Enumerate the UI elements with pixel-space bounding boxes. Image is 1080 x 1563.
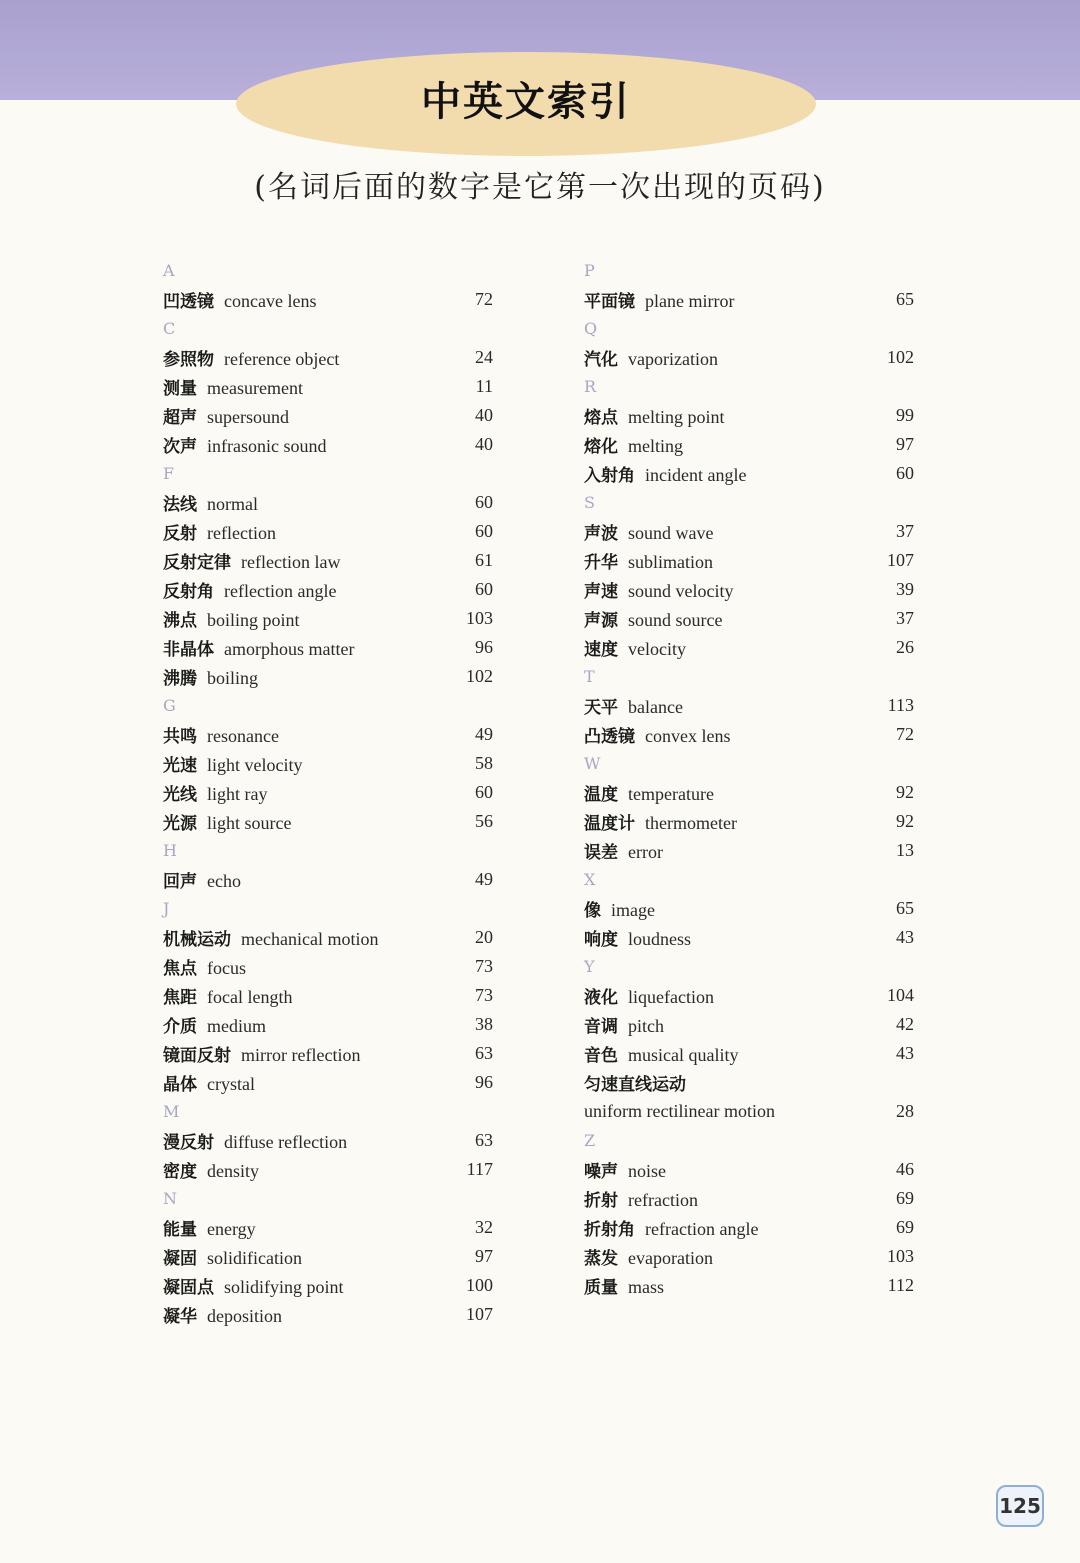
entry-page: 11	[475, 376, 493, 396]
entry-term	[584, 345, 718, 370]
entry-english: density	[207, 1161, 259, 1181]
index-entry	[584, 1039, 914, 1068]
entry-chinese: 入射角	[584, 466, 635, 486]
section-letter: G	[163, 696, 176, 715]
index-entry	[584, 1097, 914, 1126]
entry-term	[584, 287, 734, 312]
entry-english: light source	[207, 813, 292, 833]
entry-page: 65	[896, 898, 914, 918]
entry-page: 112	[887, 1275, 914, 1295]
entry-page: 104	[887, 985, 914, 1005]
entry-chinese: 机械运动	[163, 930, 231, 950]
index-entry	[163, 1271, 493, 1300]
entry-english: pitch	[628, 1016, 664, 1036]
entry-chinese: 反射定律	[163, 553, 231, 573]
section-letter: C	[163, 319, 176, 338]
entry-page: 72	[475, 289, 493, 309]
entry-term	[584, 1215, 758, 1240]
entry-english: refraction	[628, 1190, 698, 1210]
entry-chinese: 速度	[584, 640, 618, 660]
index-entry	[584, 1010, 914, 1039]
entry-page: 37	[896, 521, 914, 541]
entry-term	[163, 925, 378, 950]
entry-english: boiling point	[207, 610, 300, 630]
entry-page: 58	[475, 753, 493, 773]
entry-english: temperature	[628, 784, 714, 804]
entry-english: balance	[628, 697, 683, 717]
entry-chinese: 密度	[163, 1162, 197, 1182]
entry-chinese: 介质	[163, 1017, 197, 1037]
index-entry	[163, 1213, 493, 1242]
entry-chinese: 法线	[163, 495, 197, 515]
entry-english: light ray	[207, 784, 268, 804]
section-letter: N	[163, 1189, 177, 1208]
entry-term	[163, 751, 302, 776]
entry-chinese: 沸腾	[163, 669, 197, 689]
entry-english: amorphous matter	[224, 639, 355, 659]
entry-chinese: 折射	[584, 1191, 618, 1211]
entry-term	[163, 1157, 259, 1182]
section-letter: H	[163, 841, 177, 860]
index-entry	[584, 981, 914, 1010]
entry-chinese: 凝华	[163, 1307, 197, 1327]
entry-chinese: 超声	[163, 408, 197, 428]
entry-chinese: 液化	[584, 988, 618, 1008]
index-entry	[163, 1155, 493, 1184]
entry-term	[584, 983, 714, 1008]
entry-english: reflection law	[241, 552, 341, 572]
entry-page: 100	[466, 1275, 493, 1295]
index-entry	[584, 923, 914, 952]
entry-term	[584, 606, 722, 631]
entry-page: 97	[896, 434, 914, 454]
index-entry	[584, 720, 914, 749]
entry-english: vaporization	[628, 349, 718, 369]
entry-chinese: 非晶体	[163, 640, 214, 660]
entry-chinese: 声波	[584, 524, 618, 544]
entry-english: measurement	[207, 378, 303, 398]
entry-term	[584, 432, 683, 457]
entry-chinese: 温度计	[584, 814, 635, 834]
entry-chinese: 漫反射	[163, 1133, 214, 1153]
entry-page: 37	[896, 608, 914, 628]
index-entry	[163, 1242, 493, 1271]
entry-english: diffuse reflection	[224, 1132, 348, 1152]
entry-page: 103	[887, 1246, 914, 1266]
index-entry	[163, 749, 493, 778]
entry-chinese: 次声	[163, 437, 197, 457]
entry-english: sound source	[628, 610, 723, 630]
index-entry	[163, 807, 493, 836]
entry-term	[163, 780, 268, 805]
entry-term	[163, 635, 354, 660]
section-letter: F	[163, 464, 175, 483]
entry-page: 38	[475, 1014, 493, 1034]
index-entry	[584, 836, 914, 865]
index-entry	[584, 517, 914, 546]
entry-chinese: 响度	[584, 930, 618, 950]
entry-english: echo	[207, 871, 241, 891]
entry-chinese: 音调	[584, 1017, 618, 1037]
entry-english: convex lens	[645, 726, 731, 746]
entry-english: boiling	[207, 668, 259, 688]
entry-page: 43	[896, 1043, 914, 1063]
entry-chinese: 质量	[584, 1278, 618, 1298]
section-letter: A	[163, 261, 175, 280]
index-entry	[584, 546, 914, 575]
entry-english: error	[628, 842, 663, 862]
entry-term	[163, 1244, 302, 1269]
entry-page: 103	[466, 608, 493, 628]
entry-term	[163, 867, 241, 892]
entry-term	[163, 606, 300, 631]
entry-chinese: 凹透镜	[163, 292, 214, 312]
entry-chinese: 折射角	[584, 1220, 635, 1240]
entry-page: 49	[475, 724, 493, 744]
entry-chinese: 声速	[584, 582, 618, 602]
entry-english: sound velocity	[628, 581, 734, 601]
entry-chinese: 焦点	[163, 959, 197, 979]
entry-english: supersound	[207, 407, 289, 427]
entry-chinese: 温度	[584, 785, 618, 805]
entry-page: 32	[475, 1217, 493, 1237]
entry-chinese: 像	[584, 901, 601, 921]
index-entry	[163, 1126, 493, 1155]
entry-chinese: 天平	[584, 698, 618, 718]
entry-chinese: 测量	[163, 379, 197, 399]
entry-chinese: 凝固	[163, 1249, 197, 1269]
entry-chinese: 反射	[163, 524, 197, 544]
index-entry	[584, 430, 914, 459]
entry-page: 107	[887, 550, 914, 570]
index-entry	[163, 778, 493, 807]
entry-page: 60	[475, 492, 493, 512]
entry-page: 96	[475, 637, 493, 657]
index-entry	[584, 1155, 914, 1184]
entry-chinese: 焦距	[163, 988, 197, 1008]
index-entry	[163, 343, 493, 372]
index-entry	[584, 807, 914, 836]
entry-term	[584, 548, 713, 573]
entry-term	[584, 896, 655, 921]
entry-page: 20	[475, 927, 493, 947]
entry-chinese: 光速	[163, 756, 197, 776]
entry-english: thermometer	[645, 813, 737, 833]
section-letter: S	[584, 493, 595, 512]
entry-page: 56	[475, 811, 493, 831]
section-letter: Q	[584, 319, 598, 338]
entry-english: reflection	[207, 523, 276, 543]
entry-chinese: 沸点	[163, 611, 197, 631]
entry-page: 60	[475, 782, 493, 802]
entry-chinese: 升华	[584, 553, 618, 573]
page-title: 中英文索引	[421, 79, 631, 125]
entry-chinese: 熔化	[584, 437, 618, 457]
entry-english: normal	[207, 494, 258, 514]
entry-english: sound wave	[628, 523, 714, 543]
entry-english: focal length	[207, 987, 293, 1007]
section-letter: P	[584, 261, 595, 280]
index-entry	[163, 285, 493, 314]
entry-english: velocity	[628, 639, 686, 659]
entry-term	[163, 1041, 360, 1066]
entry-english: image	[611, 900, 655, 920]
entry-page: 92	[896, 782, 914, 802]
section-letter: M	[163, 1102, 180, 1121]
entry-term	[163, 519, 276, 544]
entry-term	[584, 1101, 775, 1122]
section-letter: W	[584, 754, 601, 773]
entry-english: musical quality	[628, 1045, 739, 1065]
entry-term	[584, 1012, 664, 1037]
entry-chinese: 凸透镜	[584, 727, 635, 747]
entry-term	[584, 1186, 698, 1211]
entry-term	[163, 664, 258, 689]
index-entry	[163, 401, 493, 430]
entry-page: 92	[896, 811, 914, 831]
index-entry	[584, 575, 914, 604]
entry-term	[584, 461, 746, 486]
entry-page: 96	[475, 1072, 493, 1092]
entry-page: 102	[466, 666, 493, 686]
entry-page: 72	[896, 724, 914, 744]
index-entry	[163, 517, 493, 546]
entry-term	[163, 809, 291, 834]
entry-english: reflection angle	[224, 581, 337, 601]
entry-chinese: 熔点	[584, 408, 618, 428]
entry-english: liquefaction	[628, 987, 714, 1007]
entry-chinese: 汽化	[584, 350, 618, 370]
entry-page: 13	[896, 840, 914, 860]
entry-english: noise	[628, 1161, 666, 1181]
entry-term	[584, 1244, 713, 1269]
entry-english: incident angle	[645, 465, 747, 485]
section-letter: J	[163, 899, 170, 918]
entry-term	[584, 519, 713, 544]
entry-term	[584, 693, 683, 718]
entry-english: concave lens	[224, 291, 317, 311]
index-entry	[584, 343, 914, 372]
entry-chinese: 反射角	[163, 582, 214, 602]
index-entry	[163, 604, 493, 633]
section-letter: T	[584, 667, 595, 686]
entry-english: mirror reflection	[241, 1045, 361, 1065]
entry-page: 63	[475, 1130, 493, 1150]
entry-english: solidification	[207, 1248, 302, 1268]
page-number-badge: 125	[996, 1485, 1044, 1527]
entry-term	[584, 780, 714, 805]
entry-term	[584, 925, 691, 950]
entry-chinese: 共鸣	[163, 727, 197, 747]
section-letter: R	[584, 377, 597, 396]
entry-english: mechanical motion	[241, 929, 379, 949]
index-entry	[163, 546, 493, 575]
index-column-right	[584, 256, 914, 1300]
entry-english: sublimation	[628, 552, 713, 572]
entry-english: medium	[207, 1016, 266, 1036]
entry-page: 73	[475, 985, 493, 1005]
index-entry	[584, 1271, 914, 1300]
entry-term	[163, 1128, 347, 1153]
entry-english: loudness	[628, 929, 691, 949]
entry-page: 24	[475, 347, 493, 367]
entry-term	[163, 722, 279, 747]
entry-english: plane mirror	[645, 291, 735, 311]
index-entry	[163, 952, 493, 981]
entry-term	[163, 287, 316, 312]
entry-page: 107	[466, 1304, 493, 1324]
entry-english: energy	[207, 1219, 256, 1239]
section-letter: Z	[584, 1131, 596, 1150]
entry-page: 73	[475, 956, 493, 976]
entry-term	[584, 838, 663, 863]
entry-page: 102	[887, 347, 914, 367]
entry-english: focus	[207, 958, 246, 978]
entry-english: reference object	[224, 349, 340, 369]
entry-page: 26	[896, 637, 914, 657]
index-entry	[584, 691, 914, 720]
index-entry	[584, 1213, 914, 1242]
index-entry	[163, 865, 493, 894]
entry-english: solidifying point	[224, 1277, 344, 1297]
index-entry	[163, 575, 493, 604]
entry-page: 49	[475, 869, 493, 889]
entry-page: 117	[466, 1159, 493, 1179]
entry-page: 40	[475, 434, 493, 454]
entry-page: 69	[896, 1188, 914, 1208]
index-entry	[163, 662, 493, 691]
section-letter: Y	[584, 957, 595, 976]
entry-term	[163, 1215, 256, 1240]
entry-chinese: 匀速直线运动	[584, 1075, 686, 1095]
entry-chinese: 光源	[163, 814, 197, 834]
entry-term	[163, 1302, 282, 1327]
entry-page: 63	[475, 1043, 493, 1063]
entry-term	[584, 1273, 664, 1298]
entry-chinese: 误差	[584, 843, 618, 863]
entry-english: mass	[628, 1277, 664, 1297]
index-entry	[584, 604, 914, 633]
entry-page: 39	[896, 579, 914, 599]
entry-english: resonance	[207, 726, 279, 746]
index-entry	[584, 778, 914, 807]
entry-page: 43	[896, 927, 914, 947]
index-entry	[163, 1300, 493, 1329]
entry-page: 42	[896, 1014, 914, 1034]
entry-chinese: 能量	[163, 1220, 197, 1240]
index-entry	[163, 1010, 493, 1039]
entry-term	[163, 983, 292, 1008]
entry-english: refraction angle	[645, 1219, 759, 1239]
entry-chinese: 光线	[163, 785, 197, 805]
entry-term	[163, 432, 326, 457]
index-entry	[584, 1242, 914, 1271]
entry-page: 65	[896, 289, 914, 309]
entry-page: 61	[475, 550, 493, 570]
page-subtitle: (名词后面的数字是它第一次出现的页码)	[254, 170, 826, 205]
entry-term	[584, 577, 734, 602]
entry-page: 40	[475, 405, 493, 425]
entry-term	[163, 490, 258, 515]
entry-english: evaporation	[628, 1248, 713, 1268]
entry-page: 60	[896, 463, 914, 483]
entry-english: light velocity	[207, 755, 303, 775]
index-entry	[584, 285, 914, 314]
entry-term	[163, 403, 289, 428]
entry-term	[163, 1273, 344, 1298]
entry-page: 60	[475, 521, 493, 541]
entry-term	[584, 635, 686, 660]
entry-page: 99	[896, 405, 914, 425]
entry-term	[163, 374, 303, 399]
entry-chinese: 音色	[584, 1046, 618, 1066]
index-entry	[163, 1068, 493, 1097]
entry-page: 28	[896, 1101, 914, 1121]
entry-term	[163, 548, 340, 573]
entry-chinese: 镜面反射	[163, 1046, 231, 1066]
entry-term	[163, 1070, 255, 1095]
entry-term	[584, 1157, 666, 1182]
entry-page: 97	[475, 1246, 493, 1266]
entry-page: 46	[896, 1159, 914, 1179]
index-entry	[163, 1039, 493, 1068]
entry-english: infrasonic sound	[207, 436, 327, 456]
index-entry	[163, 720, 493, 749]
entry-chinese: 噪声	[584, 1162, 618, 1182]
section-letter: X	[584, 870, 596, 889]
index-entry	[584, 633, 914, 662]
entry-term	[584, 722, 730, 747]
index-entry	[584, 1068, 914, 1097]
entry-chinese: 平面镜	[584, 292, 635, 312]
entry-page: 69	[896, 1217, 914, 1237]
entry-term	[163, 1012, 266, 1037]
index-entry	[163, 488, 493, 517]
entry-term	[584, 1041, 738, 1066]
index-entry	[163, 372, 493, 401]
entry-chinese: 晶体	[163, 1075, 197, 1095]
entry-english: deposition	[207, 1306, 282, 1326]
entry-chinese: 声源	[584, 611, 618, 631]
entry-english: crystal	[207, 1074, 255, 1094]
entry-chinese: 凝固点	[163, 1278, 214, 1298]
index-entry	[163, 981, 493, 1010]
entry-page: 113	[887, 695, 914, 715]
entry-english: uniform rectilinear motion	[584, 1101, 775, 1121]
index-entry	[163, 923, 493, 952]
entry-page: 60	[475, 579, 493, 599]
index-entry	[163, 430, 493, 459]
index-entry	[584, 1184, 914, 1213]
entry-term	[584, 1070, 696, 1095]
index-entry	[584, 401, 914, 430]
entry-term	[163, 954, 246, 979]
entry-chinese: 回声	[163, 872, 197, 892]
entry-english: melting	[628, 436, 683, 456]
entry-term	[163, 577, 336, 602]
index-entry	[584, 894, 914, 923]
index-column-left	[163, 256, 493, 1329]
entry-term	[584, 809, 737, 834]
entry-term	[163, 345, 339, 370]
entry-chinese: 参照物	[163, 350, 214, 370]
entry-term	[584, 403, 725, 428]
index-entry	[584, 459, 914, 488]
index-entry	[163, 633, 493, 662]
entry-english: melting point	[628, 407, 725, 427]
entry-chinese: 蒸发	[584, 1249, 618, 1269]
